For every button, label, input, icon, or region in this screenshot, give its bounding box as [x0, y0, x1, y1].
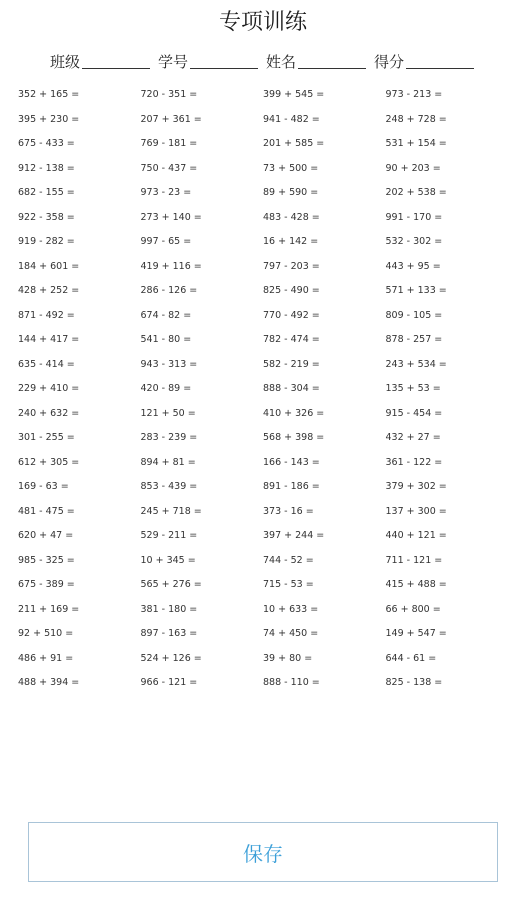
- problem-item: 10 + 345 =: [140, 554, 196, 566]
- problem-grid: [18, 86, 508, 699]
- problem-item: 853 - 439 =: [140, 481, 198, 492]
- problem-item: 229 + 410 =: [18, 383, 80, 394]
- problem-row: [18, 405, 508, 430]
- problem-item: 782 - 474 =: [263, 334, 320, 345]
- problem-item: 89 + 590 =: [263, 187, 319, 198]
- problem-item: 973 - 213 =: [385, 89, 443, 100]
- problem-item: 991 - 170 =: [385, 211, 443, 223]
- problem-item: 121 + 50 =: [140, 407, 196, 419]
- student-id-label: 学号: [158, 53, 189, 71]
- problem-item: 135 + 53 =: [385, 383, 441, 394]
- problem-item: 769 - 181 =: [140, 138, 198, 149]
- problem-item: 415 + 488 =: [385, 579, 447, 590]
- problem-row: [18, 478, 508, 503]
- problem-item: 399 + 545 =: [263, 89, 325, 100]
- student-info-row: [50, 48, 490, 72]
- problem-item: 144 + 417 =: [18, 334, 80, 345]
- problem-item: 966 - 121 =: [140, 677, 198, 688]
- problem-item: 797 - 203 =: [263, 260, 320, 272]
- problem-item: 541 - 80 =: [140, 334, 192, 345]
- problem-item: 524 + 126 =: [140, 652, 202, 664]
- problem-item: 440 + 121 =: [385, 530, 447, 541]
- problem-row: [18, 650, 508, 675]
- problem-item: 428 + 252 =: [18, 285, 80, 296]
- save-button-label: 保存: [243, 841, 283, 866]
- problem-row: [18, 331, 508, 356]
- problem-item: 675 - 389 =: [18, 579, 75, 590]
- problem-item: 720 - 351 =: [140, 89, 198, 100]
- score-field[interactable]: [374, 48, 474, 72]
- problem-item: 915 - 454 =: [385, 407, 443, 419]
- problem-item: 997 - 65 =: [140, 236, 192, 247]
- problem-item: 825 - 490 =: [263, 285, 320, 296]
- problem-item: 675 - 433 =: [18, 138, 75, 149]
- problem-item: 531 + 154 =: [385, 138, 447, 149]
- student-id-blank[interactable]: [190, 68, 258, 69]
- problem-item: 744 - 52 =: [263, 554, 314, 566]
- problem-item: 943 - 313 =: [140, 358, 198, 370]
- problem-item: 922 - 358 =: [18, 211, 75, 223]
- problem-item: 571 + 133 =: [385, 285, 447, 296]
- problem-row: [18, 552, 508, 577]
- problem-row: [18, 282, 508, 307]
- problem-row: [18, 380, 508, 405]
- problem-row: [18, 307, 508, 332]
- problem-item: 240 + 632 =: [18, 407, 80, 419]
- name-blank[interactable]: [298, 68, 366, 69]
- problem-item: 286 - 126 =: [140, 285, 198, 296]
- class-label: 班级: [50, 53, 81, 71]
- problem-item: 674 - 82 =: [140, 309, 192, 321]
- problem-item: 184 + 601 =: [18, 260, 80, 272]
- problem-item: 395 + 230 =: [18, 113, 80, 125]
- problem-item: 682 - 155 =: [18, 187, 75, 198]
- problem-item: 201 + 585 =: [263, 138, 325, 149]
- problem-item: 39 + 80 =: [263, 652, 313, 664]
- problem-item: 420 - 89 =: [140, 383, 192, 394]
- name-field[interactable]: [266, 48, 366, 72]
- problem-item: 166 - 143 =: [263, 456, 320, 468]
- problem-item: 373 - 16 =: [263, 505, 314, 517]
- problem-item: 941 - 482 =: [263, 113, 320, 125]
- problem-item: 888 - 110 =: [263, 677, 320, 688]
- problem-item: 568 + 398 =: [263, 432, 325, 443]
- problem-row: [18, 135, 508, 160]
- problem-item: 750 - 437 =: [140, 162, 198, 174]
- problem-item: 381 - 180 =: [140, 603, 198, 615]
- problem-item: 248 + 728 =: [385, 113, 447, 125]
- problem-item: 973 - 23 =: [140, 187, 192, 198]
- problem-item: 301 - 255 =: [18, 432, 75, 443]
- page-title: 专项训练: [218, 10, 307, 35]
- problem-item: 582 - 219 =: [263, 358, 320, 370]
- problem-row: [18, 503, 508, 528]
- problem-item: 273 + 140 =: [140, 211, 202, 223]
- problem-item: 770 - 492 =: [263, 309, 320, 321]
- problem-item: 361 - 122 =: [385, 456, 443, 468]
- problem-item: 486 + 91 =: [18, 652, 74, 664]
- problem-row: [18, 625, 508, 650]
- name-label: 姓名: [266, 53, 297, 71]
- problem-item: 711 - 121 =: [385, 554, 443, 566]
- problem-item: 715 - 53 =: [263, 579, 314, 590]
- problem-item: 202 + 538 =: [385, 187, 447, 198]
- problem-row: [18, 601, 508, 626]
- problem-row: [18, 674, 508, 699]
- problem-item: 912 - 138 =: [18, 162, 75, 174]
- problem-item: 888 - 304 =: [263, 383, 320, 394]
- problem-row: [18, 454, 508, 479]
- problem-item: 207 + 361 =: [140, 113, 202, 125]
- problem-item: 985 - 325 =: [18, 554, 75, 566]
- problem-row: [18, 527, 508, 552]
- problem-item: 919 - 282 =: [18, 236, 75, 247]
- problem-item: 283 - 239 =: [140, 432, 198, 443]
- problem-item: 379 + 302 =: [385, 481, 447, 492]
- problem-item: 565 + 276 =: [140, 579, 202, 590]
- problem-item: 897 - 163 =: [140, 628, 198, 639]
- problem-item: 443 + 95 =: [385, 260, 441, 272]
- problem-row: [18, 184, 508, 209]
- problem-item: 891 - 186 =: [263, 481, 320, 492]
- problem-item: 10 + 633 =: [263, 603, 319, 615]
- problem-row: [18, 86, 508, 111]
- problem-item: 612 + 305 =: [18, 456, 80, 468]
- problem-item: 397 + 244 =: [263, 530, 325, 541]
- problem-item: 211 + 169 =: [18, 603, 80, 615]
- score-blank[interactable]: [406, 68, 474, 69]
- problem-item: 245 + 718 =: [140, 505, 202, 517]
- problem-item: 352 + 165 =: [18, 89, 80, 100]
- problem-item: 529 - 211 =: [140, 530, 198, 541]
- problem-row: [18, 356, 508, 381]
- problem-item: 73 + 500 =: [263, 162, 319, 174]
- problem-item: 481 - 475 =: [18, 505, 75, 517]
- problem-row: [18, 233, 508, 258]
- problem-item: 419 + 116 =: [140, 260, 202, 272]
- problem-item: 66 + 800 =: [385, 603, 441, 615]
- class-field[interactable]: [50, 48, 150, 72]
- problem-item: 620 + 47 =: [18, 530, 74, 541]
- problem-item: 878 - 257 =: [385, 334, 443, 345]
- problem-item: 74 + 450 =: [263, 628, 319, 639]
- problem-item: 169 - 63 =: [18, 481, 69, 492]
- problem-item: 532 - 302 =: [385, 236, 443, 247]
- problem-item: 483 - 428 =: [263, 211, 320, 223]
- problem-item: 16 + 142 =: [263, 236, 319, 247]
- problem-row: [18, 209, 508, 234]
- problem-item: 149 + 547 =: [385, 628, 447, 639]
- problem-row: [18, 576, 508, 601]
- problem-item: 871 - 492 =: [18, 309, 75, 321]
- problem-item: 644 - 61 =: [385, 652, 437, 664]
- problem-item: 432 + 27 =: [385, 432, 441, 443]
- problem-item: 809 - 105 =: [385, 309, 443, 321]
- problem-row: [18, 111, 508, 136]
- student-id-field[interactable]: [158, 48, 258, 72]
- problem-item: 92 + 510 =: [18, 628, 74, 639]
- problem-row: [18, 429, 508, 454]
- save-button[interactable]: [28, 822, 498, 882]
- problem-row: [18, 160, 508, 185]
- problem-item: 825 - 138 =: [385, 677, 443, 688]
- class-blank[interactable]: [82, 68, 150, 69]
- problem-item: 90 + 203 =: [385, 162, 441, 174]
- problem-item: 137 + 300 =: [385, 505, 447, 517]
- problem-item: 894 + 81 =: [140, 456, 196, 468]
- problem-row: [18, 258, 508, 283]
- problem-item: 243 + 534 =: [385, 358, 447, 370]
- problem-item: 410 + 326 =: [263, 407, 325, 419]
- problem-item: 635 - 414 =: [18, 358, 75, 370]
- score-label: 得分: [374, 53, 405, 71]
- problem-item: 488 + 394 =: [18, 677, 80, 688]
